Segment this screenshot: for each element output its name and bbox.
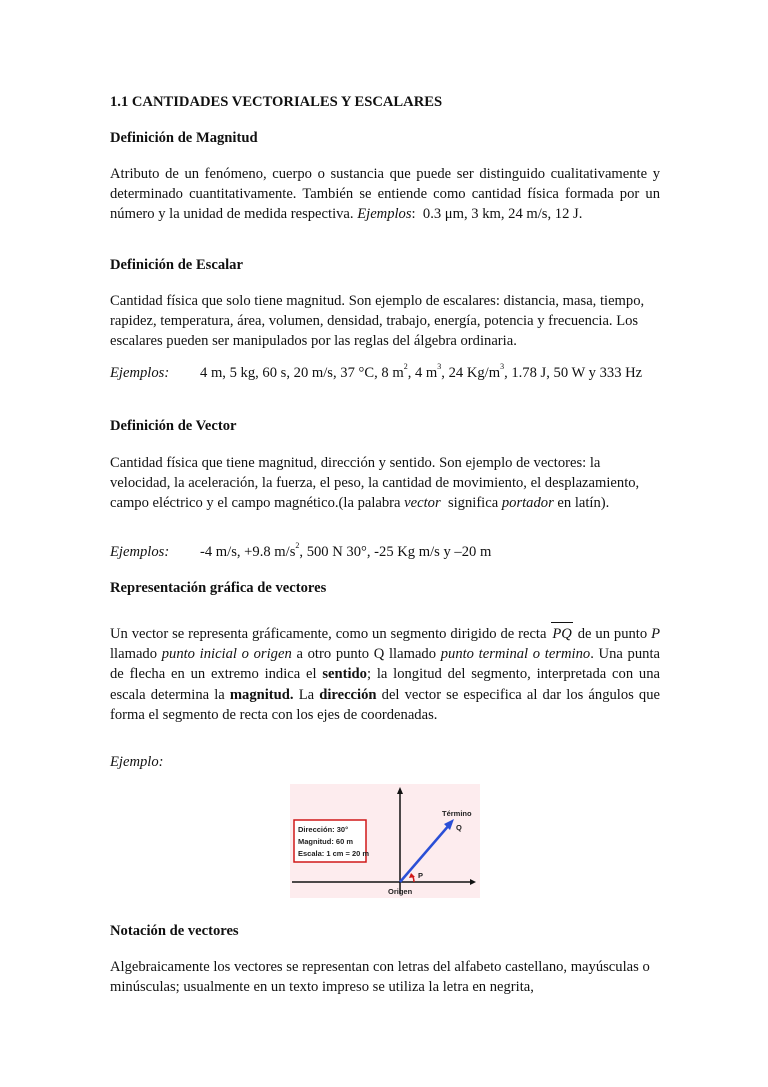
pq-segment: PQ xyxy=(550,624,573,644)
figure-magnitud: Magnitud: 60 m xyxy=(298,837,354,846)
paragraph-vector: Cantidad física que tiene magnitud, dirección y sentido. Son ejemplo de vectores: la velocidad, la aceleración, la fuerza, el peso, la cantidad de movimiento, el desplazamiento, campo eléctrico y el campo magnético.(la palabra vector significa portador en latín). xyxy=(110,455,640,512)
ejemplo-label: Ejemplo: xyxy=(110,754,164,770)
vector-figure xyxy=(290,784,480,898)
heading-magnitud: Definición de Magnitud xyxy=(110,130,258,146)
figure-p: P xyxy=(418,871,424,880)
vector-pq xyxy=(400,824,450,882)
angle-arrow-icon xyxy=(409,873,415,878)
heading-vector: Definición de Vector xyxy=(110,418,237,434)
paragraph-representacion: Un vector se representa gráficamente, como un segmento dirigido de recta PQ de un punto P llamado punto inicial o origen a otro punto Q llamado punto terminal o termino. Una punta de flecha en un extremo indica el sentido; la longitud del segmento, interpretada con una escala determina la magnitud. La dirección del vector se especifica al dar los ángulos que forma el segmento de recta con los ejes de coordenadas. xyxy=(110,626,661,723)
examples-label: Ejemplos: xyxy=(110,365,170,381)
figure-q: Q xyxy=(456,823,462,832)
heading-escalar: Definición de Escalar xyxy=(110,257,243,273)
y-axis-arrow-icon xyxy=(397,787,403,794)
heading-notacion: Notación de vectores xyxy=(110,923,239,939)
paragraph-magnitud: Atributo de un fenómeno, cuerpo o sustancia que puede ser distinguido cualitativamente y determinado cuantitativamente. También se entiende como cantidad física formada por un número y la unidad de medida respectiva. Ejemplos: 0.3 μm, 3 km, 24 m/s, 12 J. xyxy=(110,164,660,225)
section-title: 1.1 CANTIDADES VECTORIALES Y ESCALARES xyxy=(110,94,443,110)
paragraph-escalar: Cantidad física que solo tiene magnitud. Son ejemplo de escalares: distancia, masa, tiempo, rapidez, temperatura, área, volumen, densidad, trabajo, energía, potencia y frecuencia. Los escalares pueden ser manipulados por las reglas del álgebra ordinaria. xyxy=(110,293,645,350)
x-axis-arrow-icon xyxy=(470,879,476,885)
figure-termino: Término xyxy=(442,809,472,818)
examples-escalar: Ejemplos: 4 m, 5 kg, 60 s, 20 m/s, 37 °C, 8 $m^2$, 4 $m^3$, 24 $Kg/m^3$, 1.78 J, 50 W y 333 Hz xyxy=(110,363,660,383)
heading-representacion: Representación gráfica de vectores xyxy=(110,580,327,596)
vector-diagram xyxy=(290,784,480,898)
examples-vector: Ejemplos: -4 m/s, +9.8 $m/s^2$, 500 N 30°, -25 Kg m/s y –20 m xyxy=(110,542,660,562)
figure-direccion: Dirección: 30° xyxy=(298,825,349,834)
examples-label: Ejemplos: xyxy=(110,544,170,560)
examples-magnitud: 0.3 μm, 3 km, 24 m/s, 12 J. xyxy=(422,206,583,223)
examples-label: Ejemplos xyxy=(357,206,412,223)
figure-escala: Escala: 1 cm = 20 m xyxy=(298,849,370,858)
paragraph-notacion: Algebraicamente los vectores se representan con letras del alfabeto castellano, mayúsculas o minúsculas; usualmente en un texto impreso se utiliza la letra en negrita, xyxy=(110,959,650,996)
figure-origen: Origen xyxy=(388,887,413,896)
